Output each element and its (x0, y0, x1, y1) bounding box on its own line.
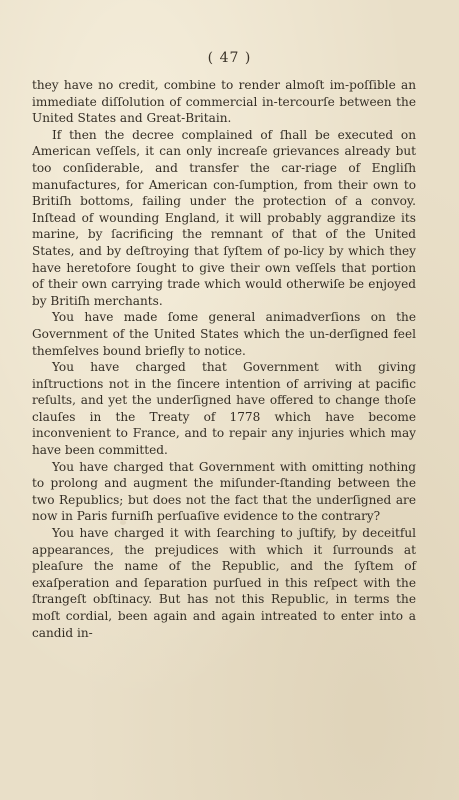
paragraph-prejudices: You have charged it with ſearching to juſtify, by deceitful appearances, the prejudices with which it ſurrounds at pleaſure the name of the Republic, and the ſyſtem of exaſperation and ſeparation purſued in this reſpect with the ſtrangeſt obſtinacy. But has not this Republic, in terms the moſt cordial, been again and again intreated to enter into a candid in- (32, 526, 416, 640)
paragraph-instructions: You have charged that Government with giving inſtructions not in the ſincere intention of arriving at pacific reſults, and yet the underſigned have offered to change thoſe clauſes in the Treaty of 1778 which have become inconvenient to France, and to repair any injuries which may have been committed. (32, 360, 416, 458)
paragraph-animadversions: You have made ſome general animadverſions on the Government of the United States which the un-derſigned feel themſelves bound briefly to notice. (32, 310, 416, 358)
paragraph-continuation: they have no credit, combine to render almoſt im-poſſible an immediate diſſolution of commercial in-tercourſe between the United States and Great-Britain. (32, 78, 416, 126)
paragraph-decree: If then the decree complained of ſhall be executed on American veſſels, it can only increaſe grievances already but too conſiderable, and transfer the car-riage of Engliſh manufactures, for American con-ſumption, from their own to Britiſh bottoms, failing under the protection of a convoy. Inſtead of wounding England, it will probably aggrandize its marine, by ſacrificing the remnant of that of the United States, and by deſtroying that ſyſtem of po-licy by which they have heretofore ſought to give their own veſſels that portion of their own carrying trade which would otherwiſe be enjoyed by Britiſh merchants. (32, 127, 416, 308)
paragraph-misunderstanding: You have charged that Government with omitting nothing to prolong and augment the miſunder-ſtanding between the two Republics; but does not the fact that the underſigned are now in Paris furniſh perſuaſive evidence to the contrary? (32, 459, 416, 524)
page-number: ( 47 ) (207, 50, 252, 66)
body-text (32, 77, 416, 641)
